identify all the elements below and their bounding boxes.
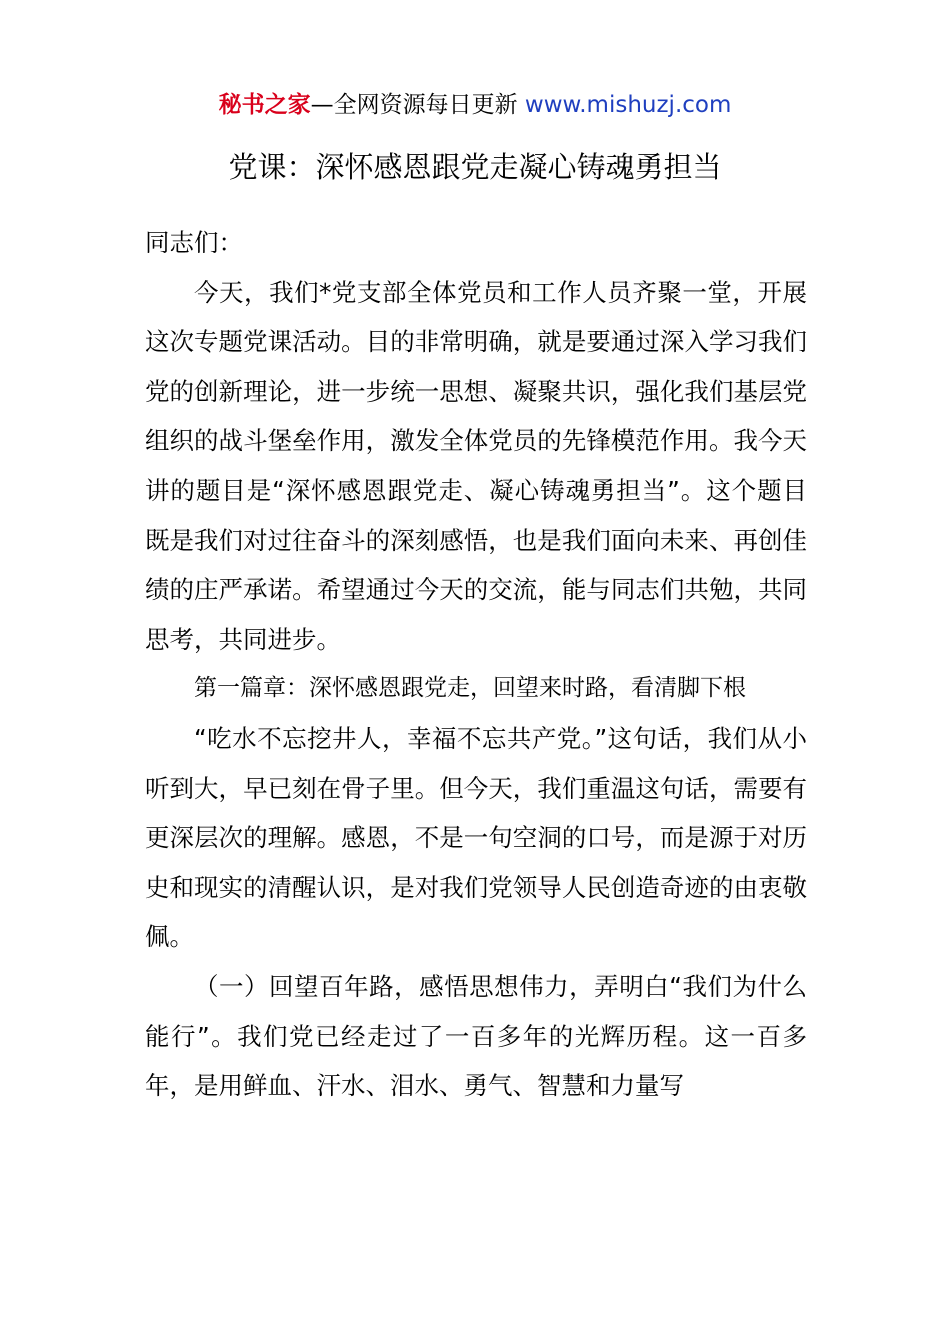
paragraph-gratitude: “吃水不忘挖井人，幸福不忘共产党。”这句话，我们从小听到大，早已刻在骨子里。但今天，我们重温这句话，需要有更深层次的理解。感恩，不是一句空洞的口号，而是源于对历史和现实的清醒认识，是对我们党领导人民创造奇迹的由衷敬佩。 (145, 723, 807, 952)
site-url-link[interactable]: www.mishuzj.com (524, 92, 732, 118)
site-slogan: —全网资源每日更新 (310, 92, 518, 118)
chapter-heading: 第一篇章：深怀感恩跟党走，回望来时路，看清脚下根 (194, 675, 746, 702)
site-brand: 秘书之家 (218, 92, 311, 118)
paragraph-section-one: （一）回望百年路，感悟思想伟力，弄明白“我们为什么能行”。我们党已经走过了一百多年的光辉历程。这一百多年，是用鲜血、汗水、泪水、勇气、智慧和力量写 (145, 971, 807, 1101)
site-header (0, 88, 950, 122)
salutation: 同志们： (145, 228, 243, 257)
document-body (145, 218, 807, 1111)
document-title: 党课：深怀感恩跟党走凝心铸魂勇担当 (228, 150, 722, 184)
paragraph-intro: 今天，我们*党支部全体党员和工作人员齐聚一堂，开展这次专题党课活动。目的非常明确，就是要通过深入学习我们党的创新理论，进一步统一思想、凝聚共识，强化我们基层党组织的战斗堡垒作用，激发全体党员的先锋模范作用。我今天讲的题目是“深怀感恩跟党走、凝心铸魂勇担当”。这个题目既是我们对过往奋斗的深刻感悟，也是我们面向未来、再创佳绩的庄严承诺。希望通过今天的交流，能与同志们共勉，共同思考，共同进步。 (145, 277, 807, 654)
